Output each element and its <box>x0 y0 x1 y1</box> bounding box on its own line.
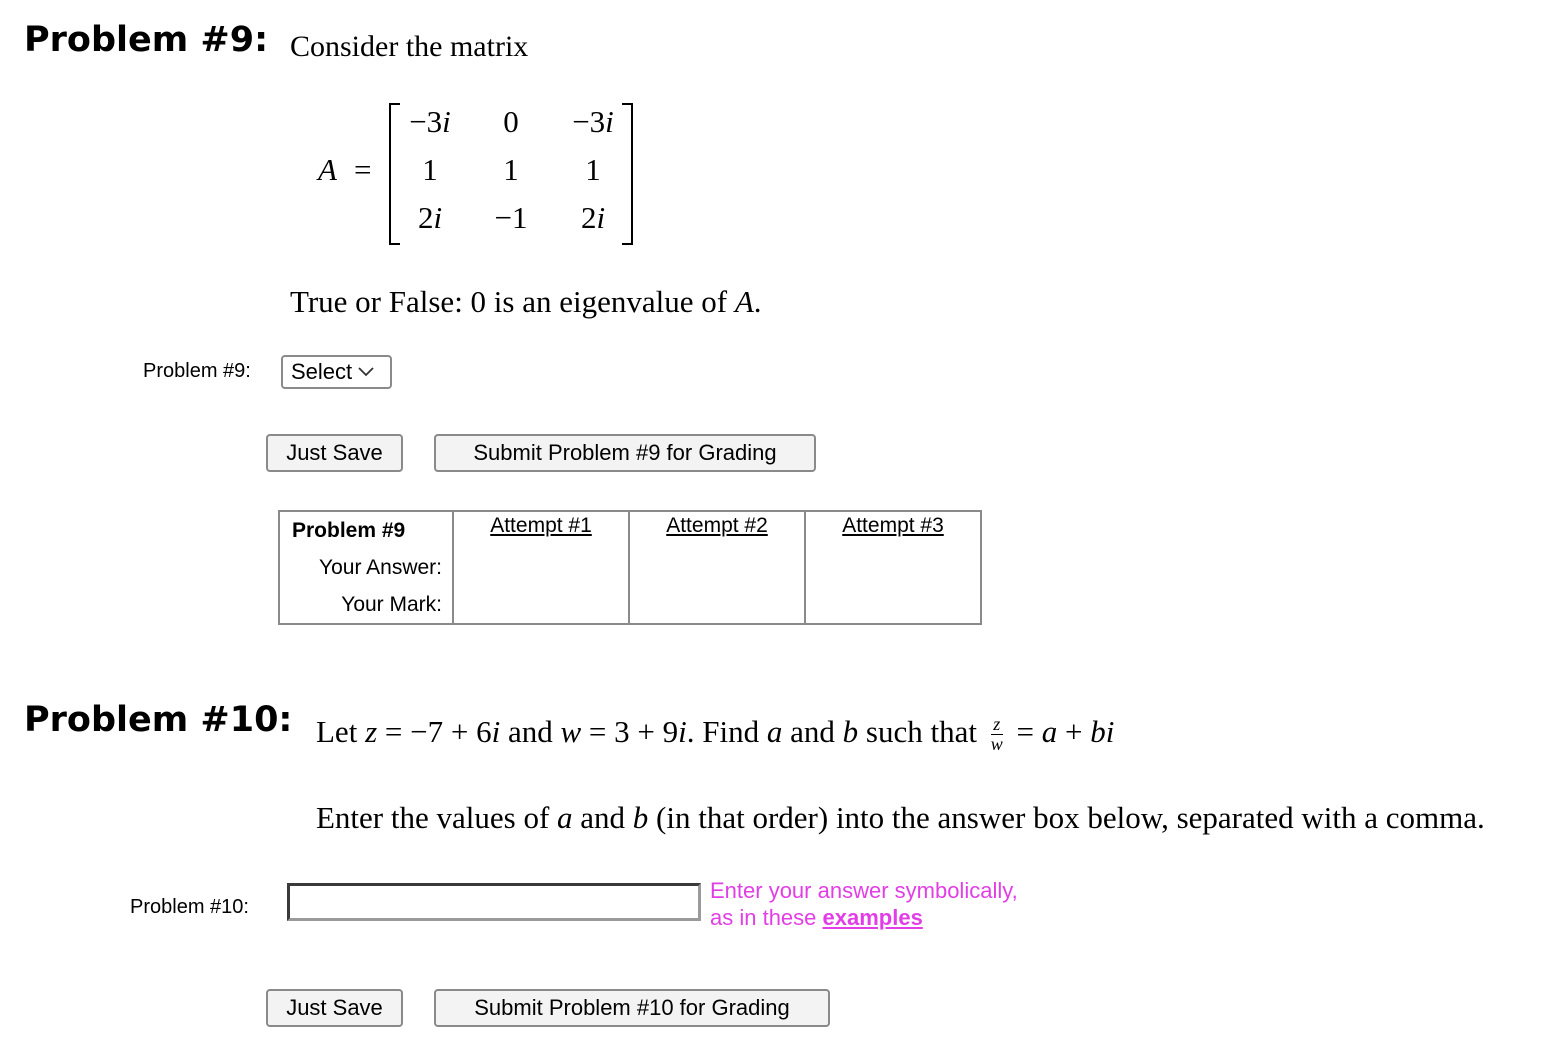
attempt-3-link[interactable]: Attempt #3 <box>842 514 944 537</box>
instruction-var-a: a <box>557 800 573 835</box>
attempt-column <box>629 511 805 624</box>
question-suffix: . <box>753 284 762 319</box>
z-value: −7 + 6 <box>410 714 492 749</box>
matrix-cell: 2i <box>580 200 606 235</box>
problem-9-heading: Problem #9: <box>24 20 269 60</box>
statement-text: = <box>581 714 615 749</box>
question-var: A <box>734 284 754 319</box>
w-value: 3 + 9 <box>614 714 679 749</box>
matrix-cell: −1 <box>494 200 528 235</box>
rhs-bi: bi <box>1090 714 1115 749</box>
submit-problem-9-button[interactable]: Submit Problem #9 for Grading <box>434 434 816 472</box>
problem-9-question <box>290 284 762 320</box>
matrix-cell: 1 <box>585 152 601 187</box>
problem-10-instructions <box>316 800 1485 836</box>
imag-unit: i <box>491 714 501 749</box>
statement-text: Let <box>316 714 366 749</box>
statement-text: and <box>782 714 843 749</box>
statement-text: = <box>1008 714 1042 749</box>
matrix-cell: 2i <box>417 200 443 235</box>
var-w: w <box>560 714 582 749</box>
answer-input[interactable] <box>287 883 701 921</box>
hint-line-2 <box>710 904 1018 931</box>
attempt-column <box>453 511 629 624</box>
problem-9-answer-label: Problem #9: <box>143 360 251 382</box>
problem-10-heading: Problem #10: <box>24 700 293 740</box>
select-value: Select <box>291 359 353 384</box>
statement-text: and <box>500 714 561 749</box>
symbolic-hint <box>710 877 1018 931</box>
instruction-text: Enter the values of <box>316 800 558 835</box>
rhs-plus: + <box>1057 714 1091 749</box>
table-row <box>279 511 981 549</box>
your-answer-label: Your Answer: <box>319 555 442 579</box>
rhs-a: a <box>1041 714 1058 749</box>
var-a: a <box>766 714 783 749</box>
submit-problem-10-button[interactable]: Submit Problem #10 for Grading <box>434 989 830 1027</box>
attempts-table <box>278 510 982 625</box>
statement-text: . Find <box>686 714 767 749</box>
matrix-cell: −3i <box>572 104 614 139</box>
table-header-problem: Problem #9 <box>292 518 406 542</box>
fraction-z-over-w <box>991 715 1003 754</box>
matrix-cell: 0 <box>503 104 519 139</box>
instruction-text: and <box>572 800 633 835</box>
examples-link[interactable]: examples <box>822 905 923 930</box>
problem-9-intro: Consider the matrix <box>290 30 529 63</box>
problem-10-statement <box>316 714 1114 754</box>
just-save-button[interactable]: Just Save <box>266 989 403 1027</box>
matrix-equals: = <box>354 152 372 187</box>
matrix-cell: −3i <box>409 104 451 139</box>
fraction-numerator: z <box>991 715 1003 735</box>
question-text: True or False: 0 is an eigenvalue of <box>290 284 735 319</box>
matrix-label: A <box>318 152 337 187</box>
your-mark-label: Your Mark: <box>341 592 442 616</box>
answer-select[interactable] <box>281 355 392 389</box>
just-save-button[interactable]: Just Save <box>266 434 403 472</box>
instruction-text: (in that order) into the answer box below, separated with a comma. <box>648 800 1485 835</box>
matrix-cell: 1 <box>422 152 438 187</box>
imag-unit: i <box>678 714 687 749</box>
fraction-denominator: w <box>990 734 1003 755</box>
var-z: z <box>365 714 378 749</box>
statement-text: = <box>377 714 411 749</box>
instruction-var-b: b <box>632 800 649 835</box>
attempt-2-link[interactable]: Attempt #2 <box>666 514 768 537</box>
chevron-down-icon <box>358 367 374 377</box>
var-b: b <box>842 714 859 749</box>
attempt-1-link[interactable]: Attempt #1 <box>490 514 592 537</box>
problem-10-answer-label: Problem #10: <box>130 896 249 918</box>
matrix-cell: 1 <box>503 152 519 187</box>
hint-text: as in these <box>710 905 823 930</box>
hint-line-1: Enter your answer symbolically, <box>710 878 1018 903</box>
attempt-column <box>805 511 981 624</box>
statement-text: such that <box>858 714 985 749</box>
